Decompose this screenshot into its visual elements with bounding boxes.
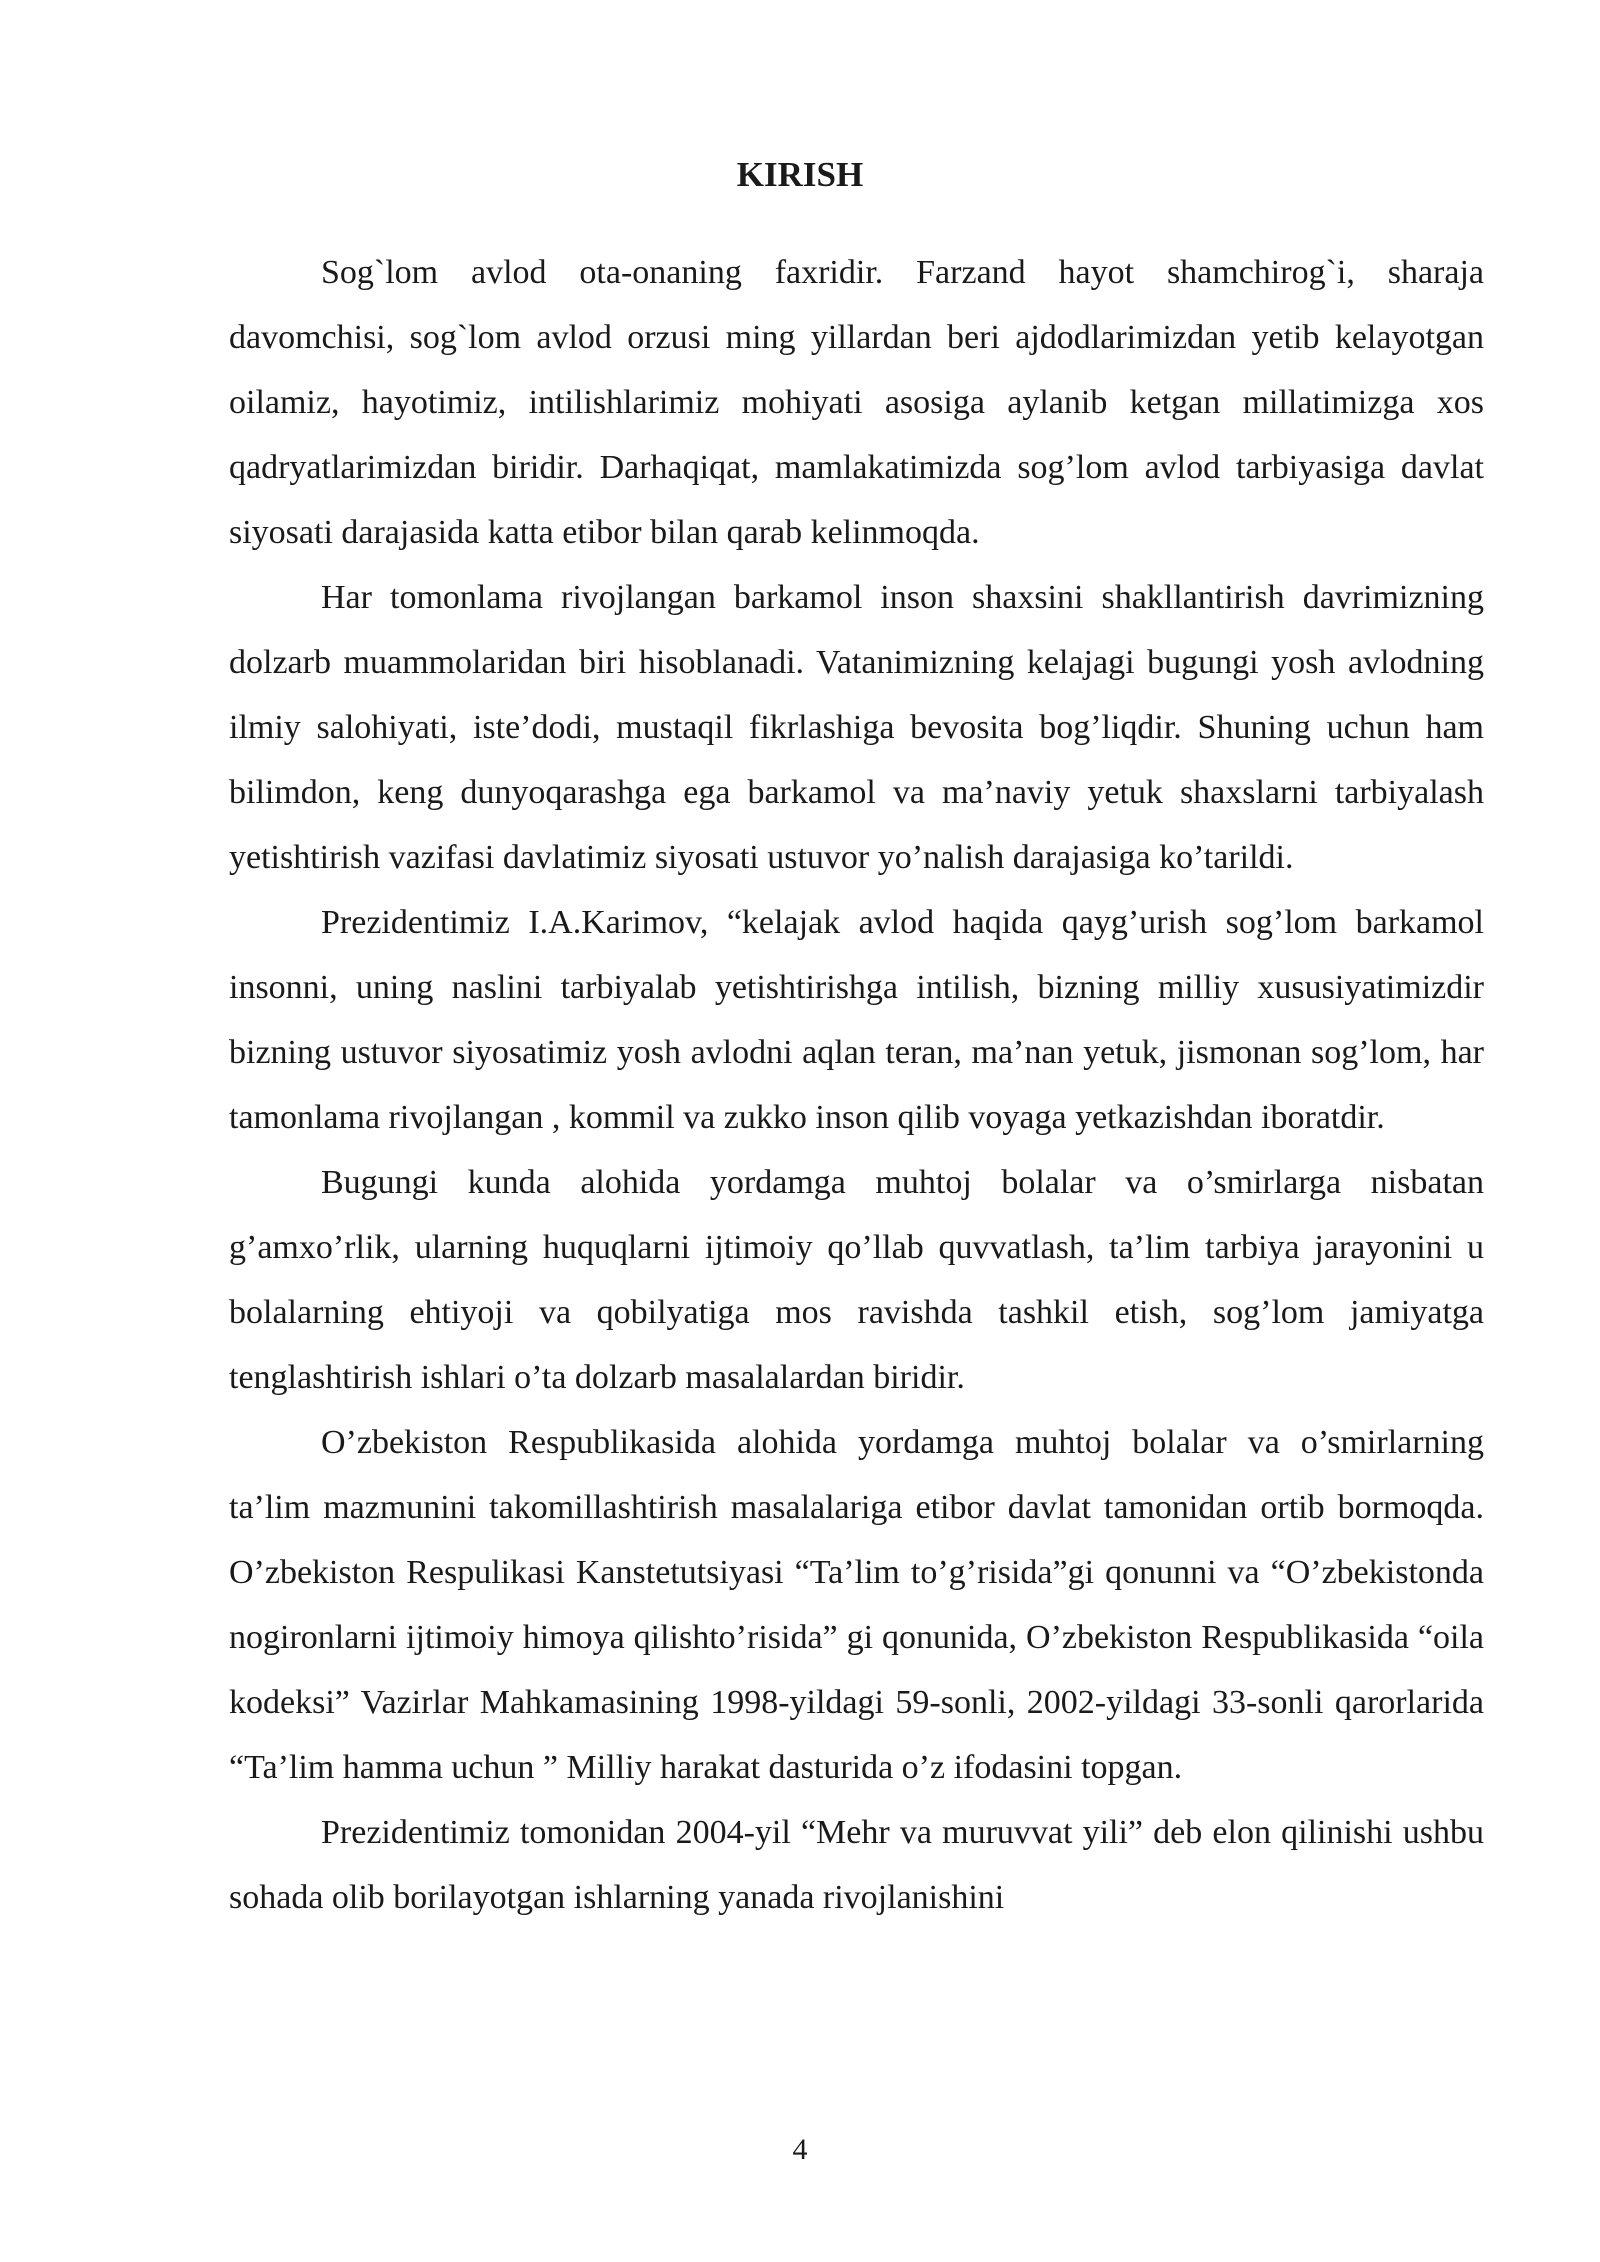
paragraph-1: Sog`lom avlod ota-onaning faxridir. Farzand hayot shamchirog`i, sharaja davomchisi, sog`lom avlod orzusi ming yillardan beri ajdodlarimizdan yetib kelayotgan oilamiz, hayotimiz, intilishlarimiz mohiyati asosiga aylanib ketgan millatimizga xos qadryatlarimizdan biridir. Darhaqiqat, mamlakatimizda sog’lom avlod tarbiyasiga davlat siyosati darajasida katta etibor bilan qarab kelinmoqda. (229, 254, 1484, 551)
paragraph-2: Har tomonlama rivojlangan barkamol inson shaxsini shakllantirish davrimizning dolzarb muammolaridan biri hisoblanadi. Vatanimizning kelajagi bugungi yosh avlodning ilmiy salohiyati, iste’dodi, mustaqil fikrlashiga bevosita bog’liqdir. Shuning uchun ham bilimdon, keng dunyoqarashga ega barkamol va ma’naviy yetuk shaxslarni tarbiyalash yetishtirish vazifasi davlatimiz siyosati ustuvor yo’nalish darajasiga ko’tarildi. (229, 579, 1484, 876)
paragraph-4: Bugungi kunda alohida yordamga muhtoj bolalar va o’smirlarga nisbatan g’amxo’rlik, ularning huquqlarni ijtimoiy qo’llab quvvatlash, ta’lim tarbiya jarayonini u bolalarning ehtiyoji va qobilyatiga mos ravishda tashkil etish, sog’lom jamiyatga tenglashtirish ishlari o’ta dolzarb masalalardan biridir. (229, 1164, 1484, 1396)
paragraph-6: Prezidentimiz tomonidan 2004-yil “Mehr va muruvvat yili” deb elon qilinishi ushbu sohada olib borilayotgan ishlarning yanada rivojlanishini (229, 1814, 1484, 1916)
body-text (229, 240, 1484, 1930)
page-number: 4 (792, 2133, 808, 2166)
paragraph-5: O’zbekiston Respublikasida alohida yordamga muhtoj bolalar va o’smirlarning ta’lim mazmunini takomillashtirish masalalariga etibor davlat tamonidan ortib bormoqda. O’zbekiston Respulikasi Kanstetutsiyasi “Ta’lim to’g’risida”gi qonunni va “O’zbekistonda nogironlarni ijtimoiy himoya qilishto’risida” gi qonunida, O’zbekiston Respublikasida “oila kodeksi” Vazirlar Mahkamasining 1998-yildagi 59-sonli, 2002-yildagi 33-sonli qarorlarida “Ta’lim hamma uchun ” Milliy harakat dasturida o’z ifodasini topgan. (229, 1424, 1484, 1786)
paragraph-3: Prezidentimiz I.A.Karimov, “kelajak avlod haqida qayg’urish sog’lom barkamol insonni, uning naslini tarbiyalab yetishtirishga intilish, bizning milliy xususiyatimizdir bizning ustuvor siyosatimiz yosh avlodni aqlan teran, ma’nan yetuk, jismonan sog’lom, har tamonlama rivojlangan , kommil va zukko inson qilib voyaga yetkazishdan iboratdir. (229, 904, 1484, 1136)
page-heading: KIRISH (736, 155, 864, 194)
